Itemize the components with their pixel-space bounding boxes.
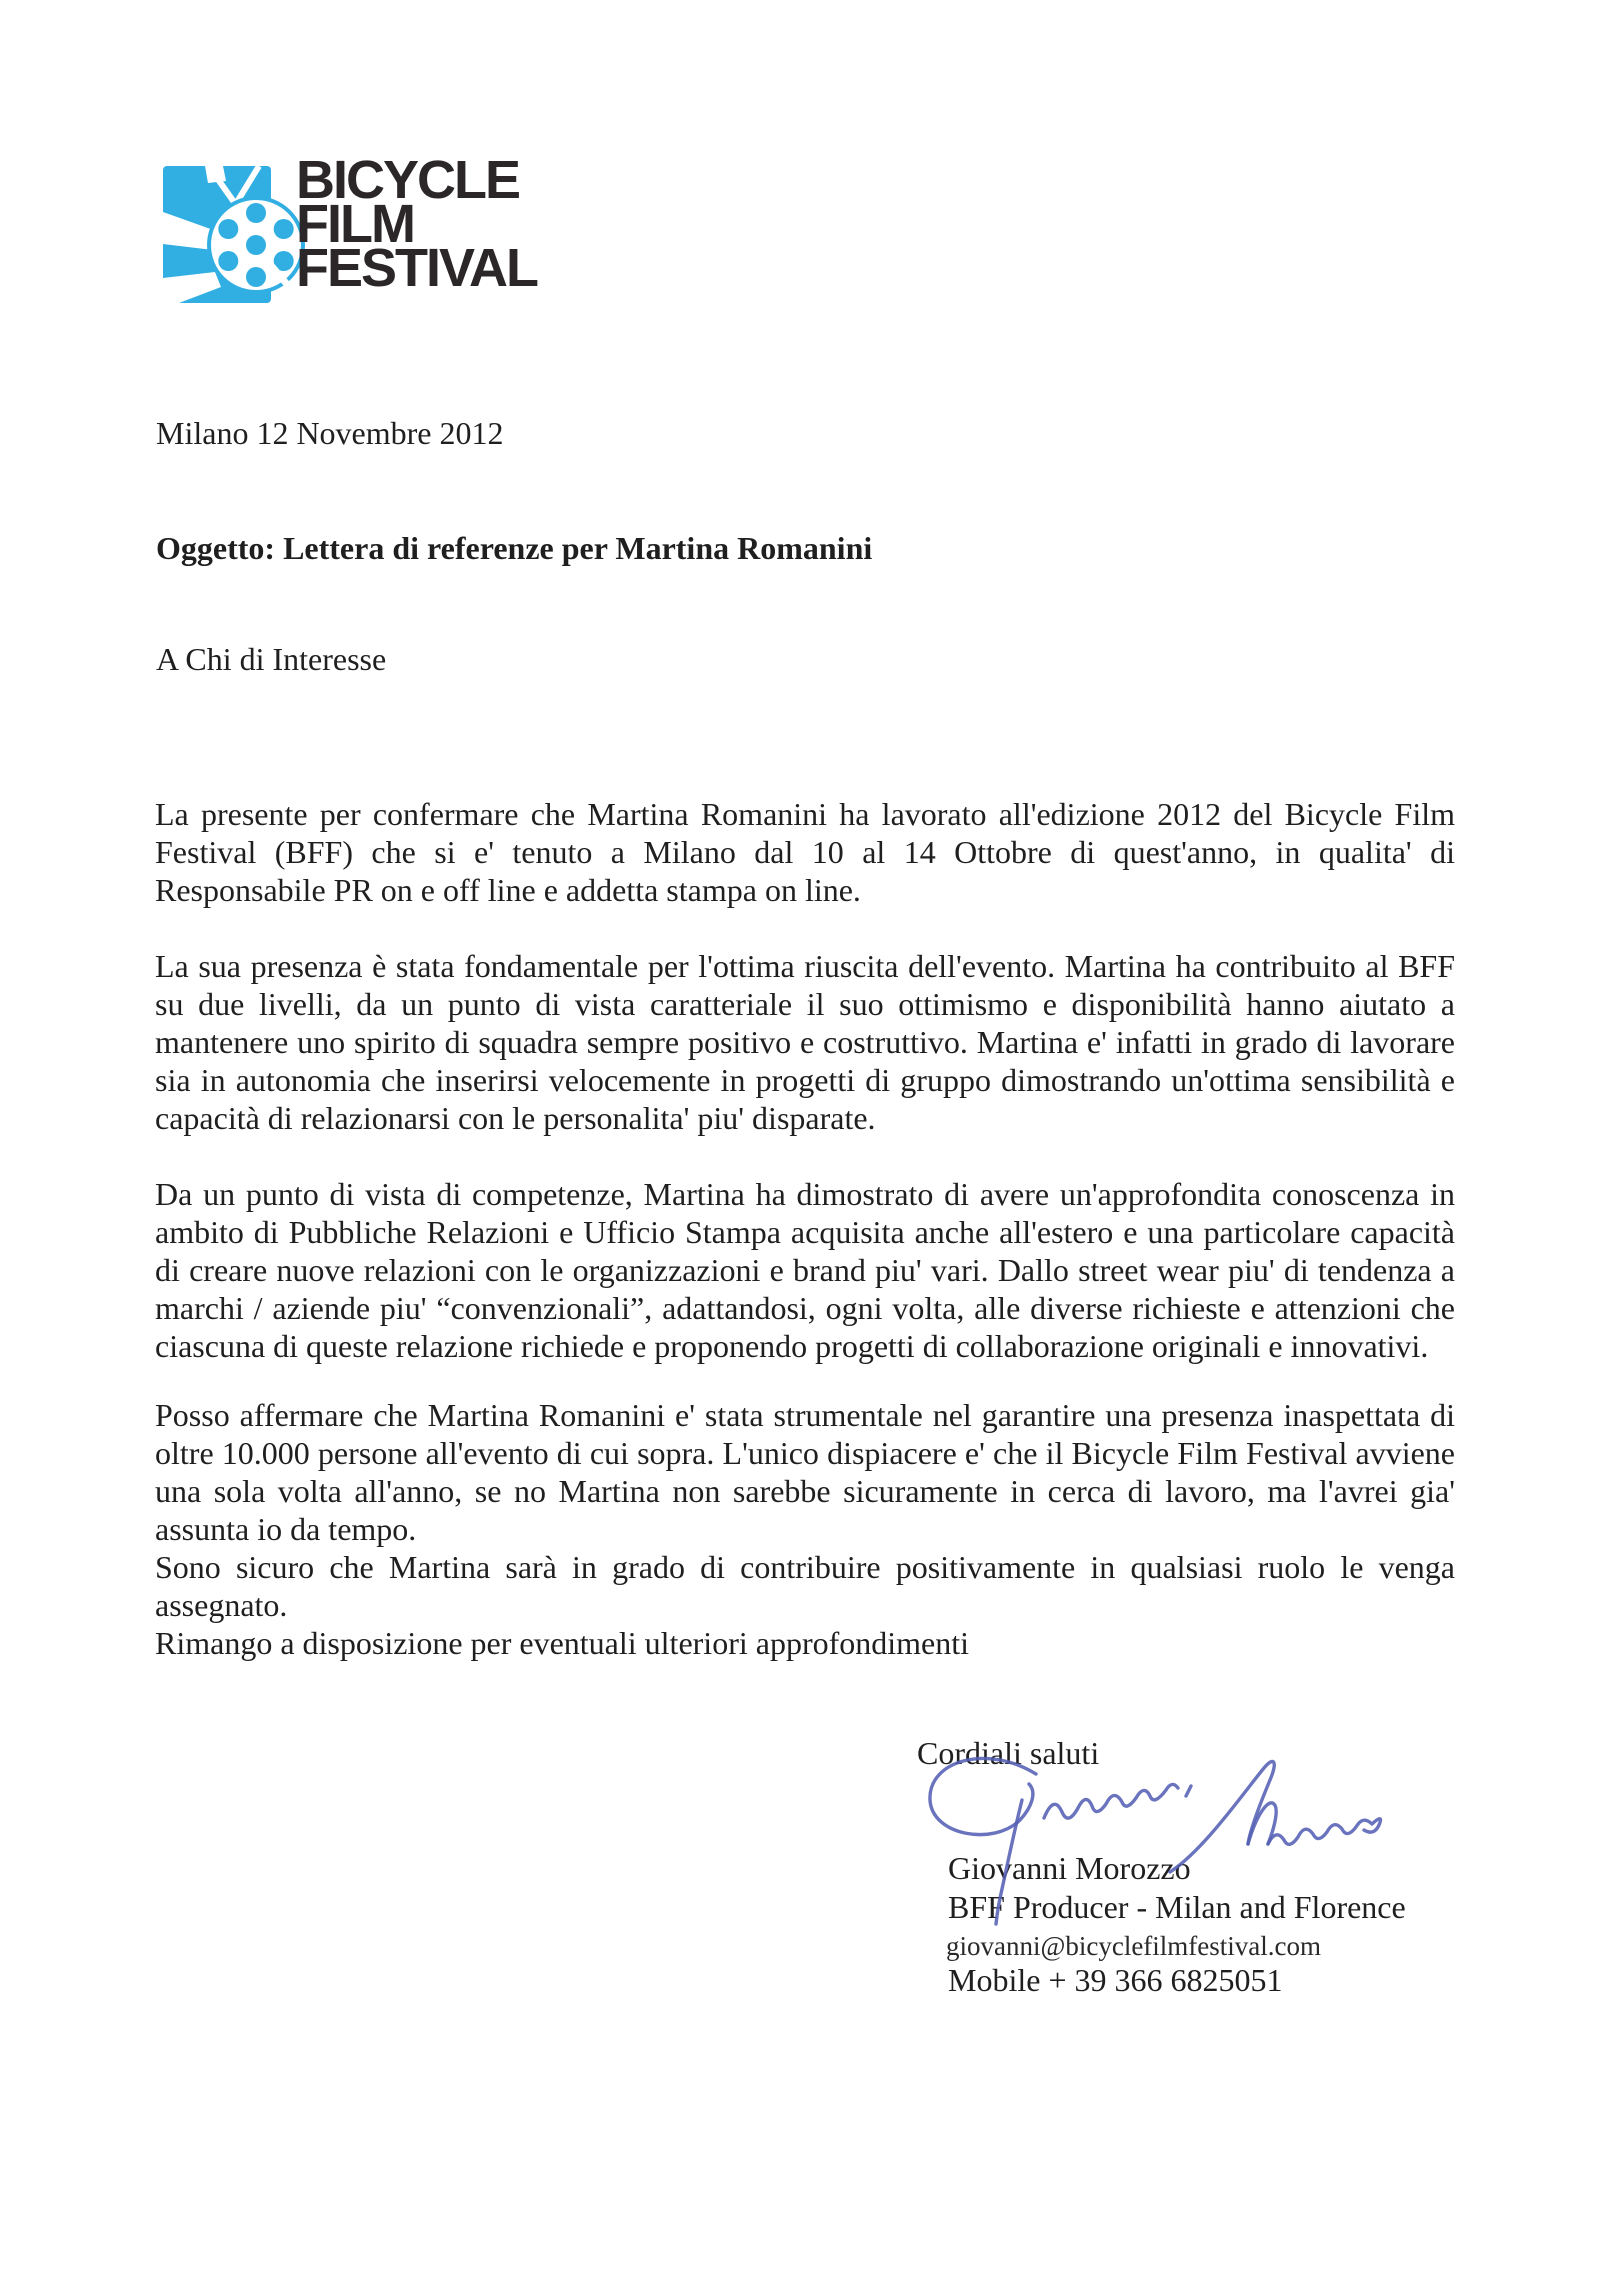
bff-logo-wordmark bbox=[296, 150, 538, 298]
subject-line: Oggetto: Lettera di referenze per Martina Romanini bbox=[156, 530, 873, 566]
paragraph-2: La sua presenza è stata fondamentale per l'ottima riuscita dell'evento. Martina ha contribuito al BFF su due livelli, da un punto di vista caratteriale il suo ottimismo e disponibilità hanno aiutato a mantenere uno spirito di squadra sempre positivo e costruttivo. Martina e' infatti in grado di lavorare sia in autonomia che inserirsi velocemente in progetti di gruppo dimostrando un'ottima sensibilità e capacità di relazionarsi con le personalita' piu' disparate. bbox=[155, 948, 1455, 1136]
wordmark-line-3: FESTIVAL bbox=[296, 238, 538, 298]
closing-salutation: Cordiali saluti bbox=[917, 1735, 1100, 1771]
paragraph-3: Da un punto di vista di competenze, Martina ha dimostrato di avere un'approfondita conoscenza in ambito di Pubbliche Relazioni e Ufficio Stampa acquisita anche all'estero e una particolare capacità di creare nuove relazioni con le organizzazioni e brand piu' vari. Dallo street wear piu' di tendenza a marchi / aziende piu' “convenzionali”, adattandosi, ogni volta, alle diverse richieste e attenzioni che ciascuna di queste relazione richiede e proponendo progetti di collaborazione originali e innovativi. bbox=[155, 1176, 1455, 1364]
signer-title: BFF Producer - Milan and Florence bbox=[948, 1889, 1406, 1925]
salutation-line: A Chi di Interesse bbox=[156, 641, 387, 677]
wordmark-line-2: FILM bbox=[296, 194, 414, 254]
signer-mobile: Mobile + 39 366 6825051 bbox=[948, 1962, 1283, 1998]
date-line: Milano 12 Novembre 2012 bbox=[156, 415, 504, 451]
paragraph-4c: Rimango a disposizione per eventuali ulteriori approfondimenti bbox=[155, 1625, 970, 1661]
paragraph-4a: Posso affermare che Martina Romanini e' stata strumentale nel garantire una presenza inaspettata di oltre 10.000 persone all'evento di cui sopra. L'unico dispiacere e' che il Bicycle Film Festival avviene una sola volta all'anno, se no Martina non sarebbe sicuramente in cerca di lavoro, ma l'avrei gia' assunta io da tempo. bbox=[155, 1397, 1455, 1547]
paragraph-1: La presente per confermare che Martina Romanini ha lavorato all'edizione 2012 del Bicycle Film Festival (BFF) che si e' tenuto a Milano dal 10 al 14 Ottobre di quest'anno, in qualita' di Responsabile PR on e off line e addetta stampa on line. bbox=[155, 796, 1455, 908]
bff-logo-mark bbox=[163, 166, 313, 306]
signer-email: giovanni@bicyclefilmfestival.com bbox=[946, 1931, 1322, 1961]
paragraph-4b: Sono sicuro che Martina sarà in grado di contribuire positivamente in qualsiasi ruolo le venga assegnato. bbox=[155, 1549, 1455, 1623]
paragraph-4-group bbox=[155, 1396, 1455, 1662]
wordmark-line-1: BICYCLE bbox=[296, 150, 520, 210]
signer-name: Giovanni Morozzo bbox=[948, 1850, 1191, 1886]
